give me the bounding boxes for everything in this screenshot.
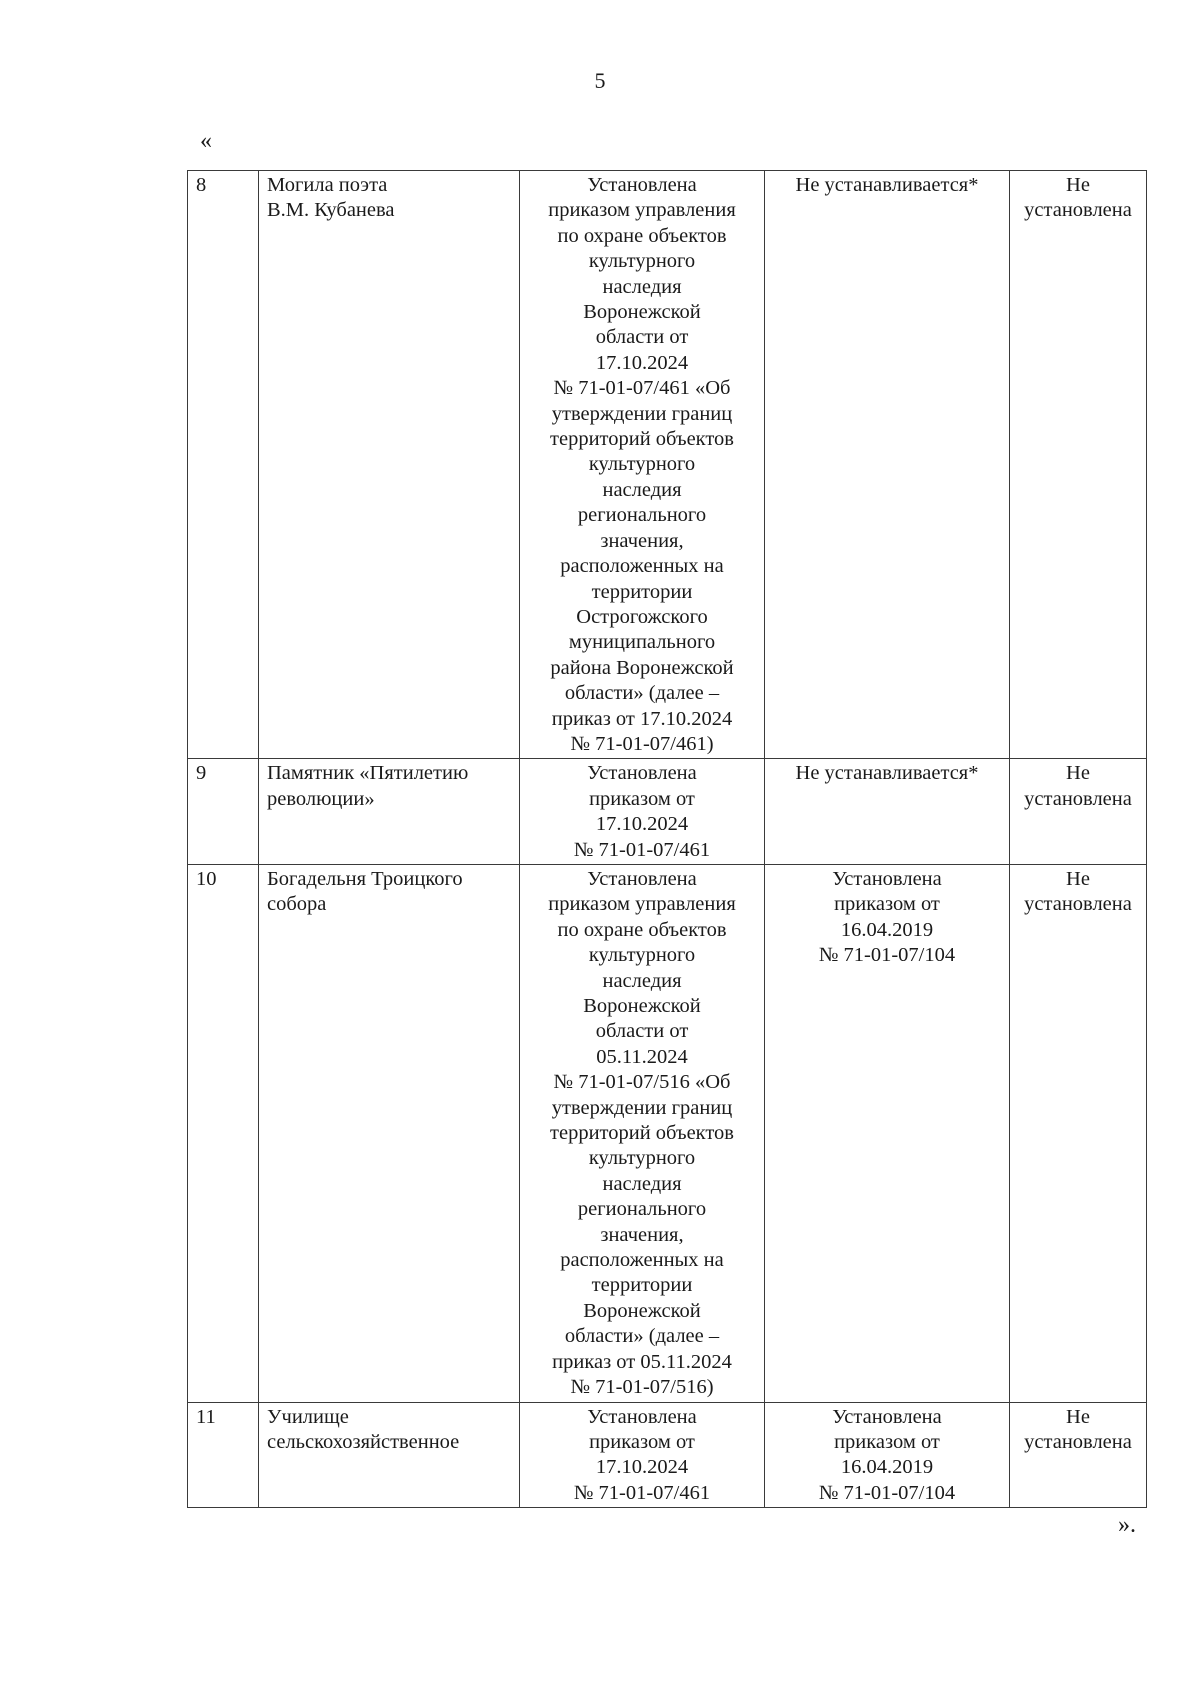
heritage-objects-table: [187, 170, 1147, 1508]
cell-text-line: приказом от: [834, 893, 940, 916]
cell-text-line: Не установлена: [1024, 174, 1132, 222]
cell-text-line: 17.10.2024: [595, 813, 689, 836]
cell-text-line: революции»: [267, 787, 375, 810]
protection-zone-cell: [765, 864, 1010, 1402]
table-row: [188, 864, 1147, 1402]
cell-text-line: утверждении границ: [551, 1096, 733, 1119]
cell-text-line: территорий объектов: [550, 428, 734, 451]
cell-text-line: Не устанавливается*: [795, 174, 979, 196]
cell-text-line: муниципального: [568, 631, 716, 654]
cell-text-line: Установлена: [832, 867, 942, 890]
cell-text-line: культурного: [588, 944, 696, 967]
object-name-cell: [259, 759, 520, 865]
cell-text-line: значения,: [600, 529, 684, 552]
row-number-cell: 9: [188, 759, 259, 865]
cell-text-line: области» (далее –: [564, 1325, 720, 1348]
cell-text-line: Установлена: [832, 1405, 942, 1428]
cell-text-line: территории: [591, 1274, 693, 1297]
cell-text-line: культурного: [588, 250, 696, 273]
row-number-cell: 11: [188, 1402, 259, 1508]
cell-text-line: собора: [267, 893, 327, 916]
cell-text-line: области» (далее –: [564, 682, 720, 705]
cell-text-line: приказом управления: [548, 199, 736, 222]
territory-boundaries-cell: [520, 864, 765, 1402]
cell-text-line: приказ от 05.11.2024: [552, 1350, 732, 1373]
cell-text-line: района Воронежской: [550, 656, 734, 679]
object-name-cell: [259, 171, 520, 759]
cell-text-line: № 71-01-07/461 «Об: [553, 377, 731, 400]
cell-text-line: культурного: [588, 453, 696, 476]
cell-text-line: сельскохозяйственное: [267, 1430, 460, 1453]
table-body: [188, 171, 1147, 1508]
cell-text-line: по охране объектов: [557, 918, 727, 941]
territory-boundaries-cell: [520, 759, 765, 865]
cell-text-line: Могила поэта: [267, 174, 388, 196]
cell-text-line: Не установлена: [1024, 1405, 1132, 1453]
cell-text-line: Не установлена: [1024, 867, 1132, 916]
cell-text-line: Воронежской: [583, 995, 701, 1017]
cell-text-line: В.М. Кубанева: [267, 199, 395, 222]
cell-text-line: культурного: [588, 1147, 696, 1170]
cell-text-line: приказом управления: [548, 893, 736, 916]
cell-text-line: № 71-01-07/461): [570, 732, 714, 755]
cell-text-line: Установлена: [587, 1405, 697, 1428]
cell-text-line: утверждении границ: [551, 402, 733, 425]
territory-boundaries-cell: [520, 171, 765, 759]
cell-text-line: Установлена: [587, 867, 697, 890]
page-number: 5: [594, 68, 606, 93]
cell-text-line: Воронежской: [583, 301, 701, 324]
protection-zone-cell: [765, 759, 1010, 865]
cell-text-line: Богадельня Троицкого: [267, 867, 463, 890]
cell-text-line: расположенных на: [560, 1249, 724, 1272]
cell-text-line: № 71-01-07/104: [818, 1481, 956, 1504]
cell-text-line: № 71-01-07/516 «Об: [553, 1071, 731, 1094]
cell-text-line: наследия: [602, 478, 682, 501]
cell-text-line: 05.11.2024: [596, 1045, 688, 1068]
protected-area-cell: [1010, 1402, 1147, 1508]
cell-text-line: территорий объектов: [550, 1122, 734, 1145]
cell-text-line: Острогожского: [576, 605, 708, 628]
object-name-cell: [259, 1402, 520, 1508]
cell-text-line: 17.10.2024: [595, 1456, 689, 1479]
cell-text-line: Не установлена: [1024, 762, 1132, 810]
cell-text-line: наследия: [602, 275, 682, 298]
cell-text-line: 16.04.2019: [840, 918, 934, 941]
cell-text-line: приказом от: [589, 1430, 695, 1453]
protection-zone-cell: [765, 1402, 1010, 1508]
territory-boundaries-cell: [520, 1402, 765, 1508]
cell-text-line: регионального: [577, 504, 707, 527]
cell-text-line: по охране объектов: [557, 224, 727, 247]
cell-text-line: № 71-01-07/516): [570, 1376, 714, 1399]
protected-area-cell: [1010, 864, 1147, 1402]
cell-text-line: приказом от: [834, 1430, 940, 1453]
protected-area-cell: [1010, 171, 1147, 759]
cell-text-line: 16.04.2019: [840, 1456, 934, 1479]
cell-text-line: области от: [595, 1020, 689, 1043]
opening-quote: «: [200, 128, 212, 154]
cell-text-line: № 71-01-07/104: [818, 944, 956, 967]
cell-text-line: № 71-01-07/461: [573, 1481, 711, 1504]
cell-text-line: Не устанавливается*: [795, 762, 979, 785]
row-number-cell: 10: [188, 864, 259, 1402]
cell-text-line: расположенных на: [560, 555, 724, 578]
cell-text-line: области от: [595, 326, 689, 349]
cell-text-line: наследия: [602, 969, 682, 992]
table-row: [188, 171, 1147, 759]
cell-text-line: Памятник «Пятилетию: [267, 762, 469, 785]
cell-text-line: приказом от: [589, 787, 695, 810]
cell-text-line: Воронежской: [583, 1299, 701, 1322]
cell-text-line: регионального: [577, 1198, 707, 1221]
table-row: [188, 1402, 1147, 1508]
protected-area-cell: [1010, 759, 1147, 865]
cell-text-line: территории: [591, 580, 693, 603]
cell-text-line: Училище: [267, 1405, 349, 1428]
object-name-cell: [259, 864, 520, 1402]
cell-text-line: Установлена: [587, 762, 697, 785]
cell-text-line: наследия: [602, 1172, 682, 1195]
cell-text-line: 17.10.2024: [595, 351, 689, 374]
cell-text-line: приказ от 17.10.2024: [551, 707, 733, 730]
closing-quote: ».: [1118, 1512, 1136, 1538]
row-number-cell: 8: [188, 171, 259, 759]
cell-text-line: № 71-01-07/461: [573, 838, 711, 861]
table-row: [188, 759, 1147, 865]
cell-text-line: Установлена: [587, 174, 697, 196]
protection-zone-cell: [765, 171, 1010, 759]
cell-text-line: значения,: [600, 1223, 684, 1246]
